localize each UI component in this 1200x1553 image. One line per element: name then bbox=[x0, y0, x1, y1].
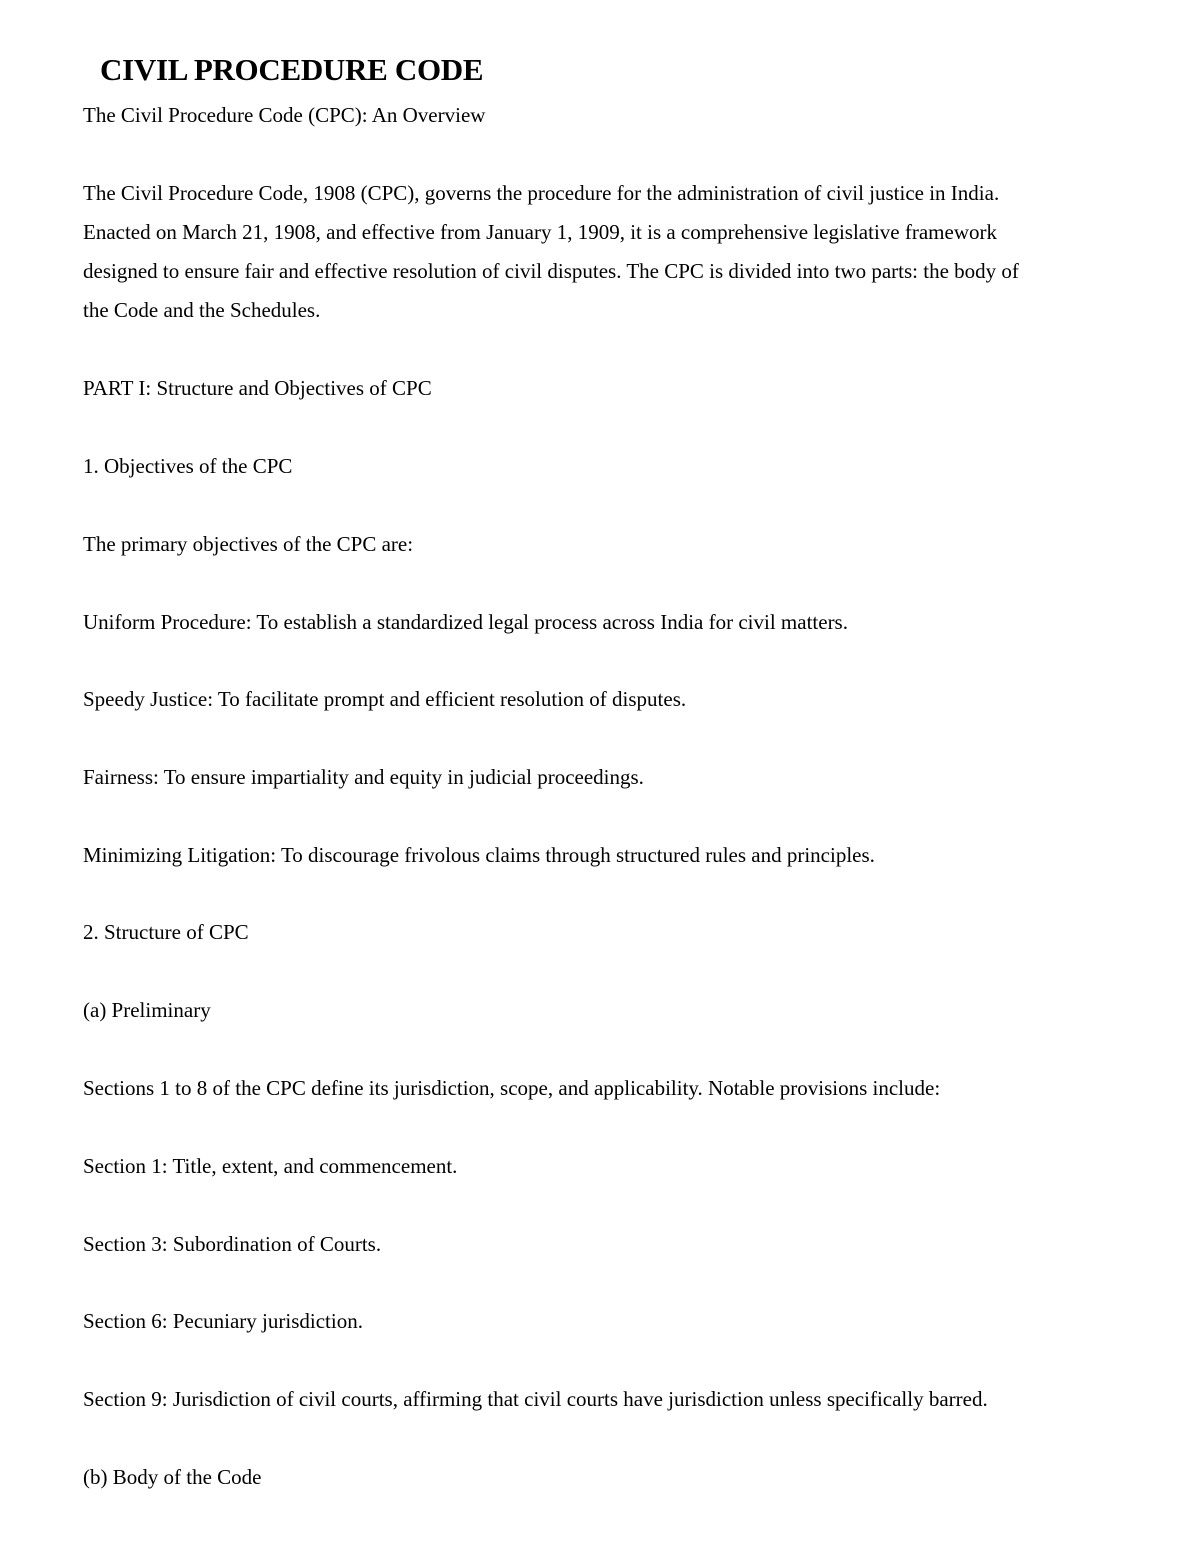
objective-item: Minimizing Litigation: To discourage frivolous claims through structured rules and principles. bbox=[83, 843, 875, 867]
objectives-intro: The primary objectives of the CPC are: bbox=[83, 532, 414, 556]
section-item: Section 6: Pecuniary jurisdiction. bbox=[83, 1309, 363, 1333]
preliminary-intro: Sections 1 to 8 of the CPC define its jurisdiction, scope, and applicability. Notable provisions include: bbox=[83, 1076, 941, 1100]
document-title: CIVIL PROCEDURE CODE bbox=[100, 52, 484, 87]
intro-line-2: Enacted on March 21, 1908, and effective from January 1, 1909, it is a comprehensive legislative framework bbox=[83, 220, 997, 244]
preliminary-heading: (a) Preliminary bbox=[83, 998, 211, 1022]
document-subtitle: The Civil Procedure Code (CPC): An Overview bbox=[83, 103, 486, 127]
part1-heading: PART I: Structure and Objectives of CPC bbox=[83, 376, 432, 400]
structure-heading: 2. Structure of CPC bbox=[83, 920, 249, 944]
objectives-heading: 1. Objectives of the CPC bbox=[83, 454, 293, 478]
intro-line-1: The Civil Procedure Code, 1908 (CPC), governs the procedure for the administration of civil justice in India. bbox=[83, 181, 1000, 205]
section-item: Section 3: Subordination of Courts. bbox=[83, 1232, 382, 1256]
objective-item: Fairness: To ensure impartiality and equity in judicial proceedings. bbox=[83, 765, 644, 789]
intro-line-4: the Code and the Schedules. bbox=[83, 298, 321, 322]
objective-item: Speedy Justice: To facilitate prompt and efficient resolution of disputes. bbox=[83, 687, 687, 711]
body-heading: (b) Body of the Code bbox=[83, 1465, 262, 1489]
section-item: Section 9: Jurisdiction of civil courts, affirming that civil courts have jurisdiction unless specifically barred. bbox=[83, 1387, 988, 1411]
intro-line-3: designed to ensure fair and effective resolution of civil disputes. The CPC is divided into two parts: the body of bbox=[83, 259, 1019, 283]
section-item: Section 1: Title, extent, and commencement. bbox=[83, 1154, 458, 1178]
objective-item: Uniform Procedure: To establish a standardized legal process across India for civil matters. bbox=[83, 610, 848, 634]
